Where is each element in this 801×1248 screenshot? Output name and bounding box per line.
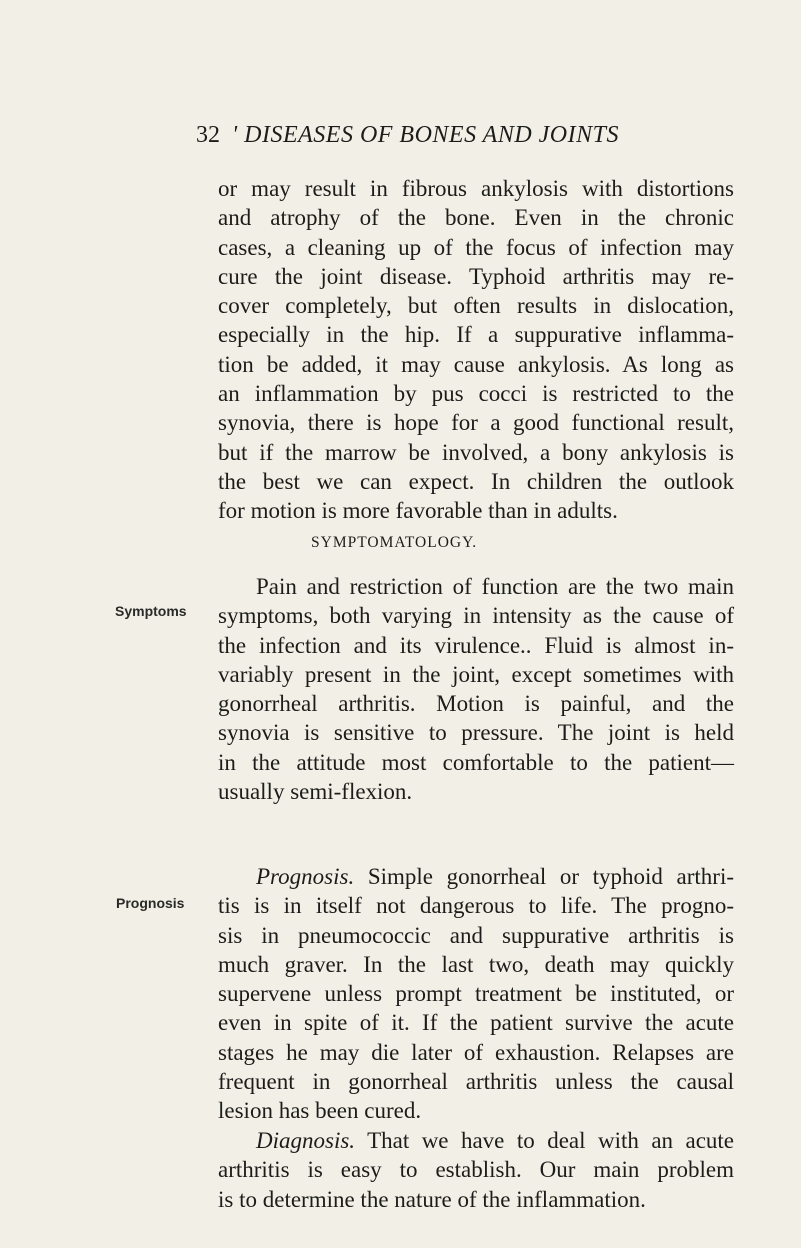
run-in-heading-diagnosis: Diagnosis. [256,1128,356,1153]
text-line: gonorrheal arthritis. Motion is painful, and the [218,691,734,717]
text-line: synovia, there is hope for a good functional result, [218,410,734,436]
text-line: stages he may die later of exhaustion. Relapses are [218,1039,734,1065]
text-line: an inflammation by pus cocci is restricted to the [218,381,734,407]
text-line: for motion is more favorable than in adults. [218,498,618,524]
text-line: arthritis is easy to establish. Our main problem [218,1157,734,1183]
text-run: Simple gonorrheal or typhoid arthri- [354,864,734,889]
text-line: supervene unless prompt treatment be instituted, or [218,981,734,1007]
margin-note-symptoms: Symptoms [115,603,187,619]
paragraph-prognosis [218,862,734,1126]
text-line: cure the joint disease. Typhoid arthritis may re- [218,263,734,289]
paragraph-symptoms [218,572,734,806]
text-line: Pain and restriction of function are the two main [256,574,734,599]
text-line: lesion has been cured. [218,1098,422,1124]
text-line [218,1126,734,1155]
text-line: cover completely, but often results in dislocation, [218,293,734,319]
text-line: and atrophy of the bone. Even in the chronic [218,205,734,231]
text-line: but if the marrow be involved, a bony ankylosis is [218,439,734,465]
text-line: frequent in gonorrheal arthritis unless the causal [218,1069,734,1095]
text-line: in the attitude most comfortable to the patient— [218,749,734,775]
text-line: tis is in itself not dangerous to life. The progno- [218,893,734,919]
text-line: much graver. In the last two, death may quickly [218,951,734,977]
text-run: That we have to deal with an acute [355,1128,734,1153]
text-line [218,862,734,891]
text-line: synovia is sensitive to pressure. The joint is held [218,720,734,746]
run-in-heading-prognosis: Prognosis. [256,864,355,889]
text-line: symptoms, both varying in intensity as the cause of [218,603,734,629]
text-line: cases, a cleaning up of the focus of infection may [218,234,734,260]
page-number: 32 [196,122,220,148]
text-line: the infection and its virulence.. Fluid is almost in- [218,632,734,658]
text-line: or may result in fibrous ankylosis with distortions [218,176,734,201]
paragraph-diagnosis [218,1126,734,1214]
text-line: usually semi-flexion. [218,779,413,805]
paragraph-continued [218,174,734,526]
section-heading: SYMPTOMATOLOGY. [311,534,478,551]
text-line: sis in pneumococcic and suppurative arthritis is [218,922,734,948]
text-line: the best we can expect. In children the outlook [218,468,734,494]
text-line: tion be added, it may cause ankylosis. As long as [218,351,734,377]
text-line: even in spite of it. If the patient survive the acute [218,1010,734,1036]
margin-note-prognosis: Prognosis [116,895,185,911]
text-line: especially in the hip. If a suppurative inflamma- [218,322,734,348]
text-line: is to determine the nature of the inflammation. [218,1186,646,1212]
running-header [196,120,619,150]
text-line: variably present in the joint, except sometimes with [218,661,734,687]
running-title: ' DISEASES OF BONES AND JOINTS [232,122,619,148]
